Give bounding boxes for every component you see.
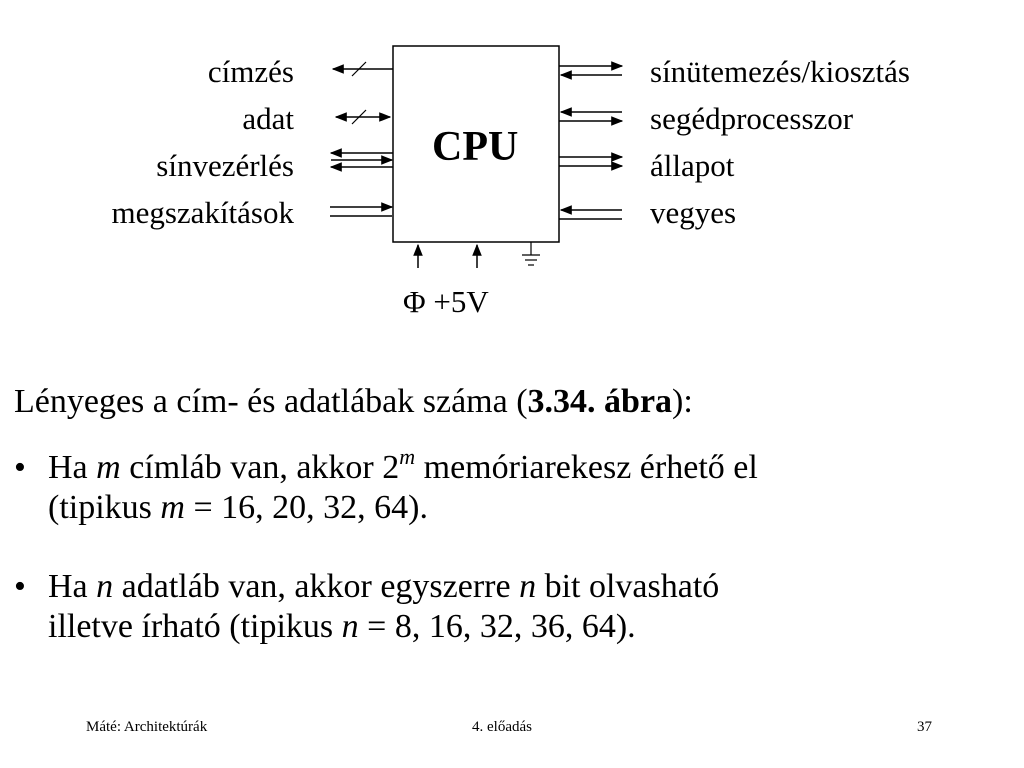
bullet-marker: •	[14, 568, 26, 605]
bus-control-arrows	[331, 153, 393, 167]
bullet-data-pins	[14, 567, 1014, 647]
bullet-address-pins	[14, 444, 1014, 528]
right-label-status: állapot	[650, 148, 735, 183]
status-arrows	[559, 157, 622, 166]
left-label-interrupts: megszakítások	[111, 195, 294, 230]
intro-text: Lényeges a cím- és adatlábak száma (	[14, 383, 528, 420]
intro-suffix: ):	[672, 383, 693, 420]
bullet-1-line-1: Ha m címláb van, akkor 2$^m$ memóriarekesz érhető el	[48, 444, 758, 486]
left-label-data: adat	[242, 101, 294, 136]
footer-page-number: 37	[917, 719, 932, 735]
interrupt-arrows	[330, 207, 392, 216]
ground-icon	[522, 242, 540, 265]
bullet-2-line-1: Ha n adatláb van, akkor egyszerre n bit olvasható	[48, 568, 720, 605]
figure-reference: 3.34. ábra	[527, 383, 673, 420]
footer-author: Máté: Architektúrák	[86, 719, 208, 735]
miscellaneous-arrows	[559, 210, 622, 219]
clock-power-label: Φ +5V	[403, 284, 489, 319]
left-label-address: címzés	[207, 54, 294, 89]
bullet-marker: •	[14, 449, 26, 486]
right-label-bus-arbitration: sínütemezés/kiosztás	[650, 54, 910, 89]
footer-lecture: 4. előadás	[472, 719, 532, 735]
right-label-coprocessor: segédprocesszor	[650, 101, 854, 136]
cpu-label: CPU	[432, 124, 519, 170]
bullet-2-line-2: illetve írható (tipikus n = 8, 16, 32, 36, 64).	[48, 608, 636, 645]
intro-paragraph	[14, 382, 693, 422]
bullet-1-line-2: (tipikus m = 16, 20, 32, 64).	[48, 489, 428, 526]
right-label-miscellaneous: vegyes	[650, 195, 737, 230]
bus-arbitration-arrows	[559, 66, 622, 75]
address-bus-arrow	[333, 62, 393, 76]
data-bus-arrow	[336, 110, 390, 124]
left-label-bus-control: sínvezérlés	[156, 148, 294, 183]
coprocessor-arrows	[559, 112, 622, 121]
